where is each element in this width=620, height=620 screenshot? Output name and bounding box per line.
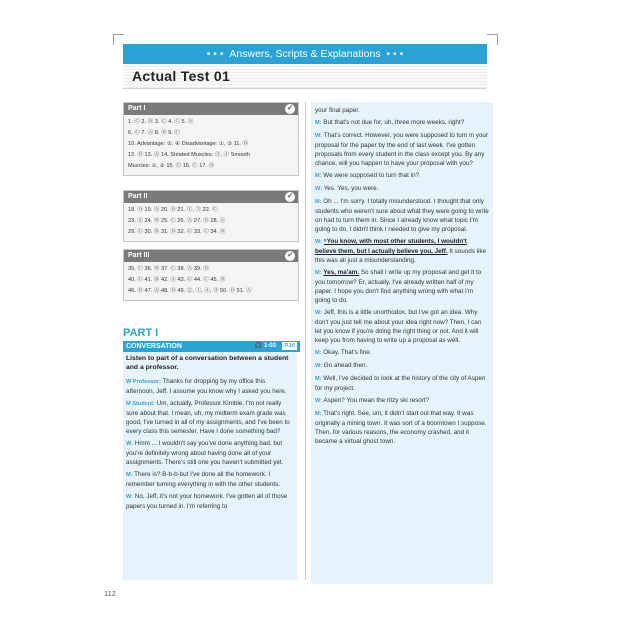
crop-mark [487, 34, 498, 45]
section-banner [123, 44, 487, 64]
paragraph-text: We were supposed to turn that in? [323, 172, 420, 179]
conversation-bar [123, 341, 300, 352]
speaker-label: M: [126, 472, 133, 478]
answer-line: 10. Advantage: ②, ④ Disadvantage: ①, ③ 11. Ⓑ [128, 141, 249, 147]
paragraph-text: Go ahead then. [323, 362, 368, 369]
conversation-label: CONVERSATION [126, 343, 182, 350]
title-bar [123, 64, 487, 89]
script-paragraph [315, 237, 489, 265]
speaker-label: M: [315, 350, 322, 356]
check-icon: ✔ [285, 104, 295, 114]
paragraph-text: Um, actually, Professor Kimble, I'm not really sure about that. I mean, uh, my midterm exam grade was good, I've turned in all of my assignments, and I've been to every class this semester. Have I done something bad? [126, 400, 290, 435]
speaker-label: W: [315, 363, 323, 369]
paragraph-text: Thanks for dropping by my office this afternoon, Jeff. I assume you know why I asked you here. [126, 378, 287, 395]
speaker-label: W: [315, 239, 323, 245]
speaker-label: W: [315, 133, 323, 139]
answer-box-header [124, 103, 298, 115]
answer-box-part-1 [123, 102, 299, 176]
answer-line: 6. Ⓒ 7. Ⓐ 8. Ⓓ 9. Ⓒ [128, 130, 180, 136]
page-number: 112 [104, 589, 116, 598]
answer-box-header [124, 191, 298, 203]
speaker-label: W: [126, 494, 134, 500]
speaker-label: M: [315, 173, 322, 179]
paragraph-text: your final paper. [315, 107, 360, 114]
speaker-label: W: [315, 398, 323, 404]
script-paragraph [315, 118, 489, 128]
speaker-label: M Student: [126, 401, 155, 407]
script-intro: Listen to part of a conversation between a student and a professor. [126, 355, 289, 371]
audio-track [255, 341, 276, 352]
page-reference: P.10 [284, 343, 295, 349]
script-paragraph [126, 439, 294, 467]
speaker-label: W: [126, 441, 134, 447]
script-paragraph [315, 268, 489, 305]
script-paragraph [126, 399, 294, 436]
answer-line: 18. Ⓓ 19. Ⓐ 20. Ⓑ 21. ①, ③ 22. Ⓒ [128, 207, 218, 213]
paragraph-text: Yes. Yes, you were. [323, 185, 379, 192]
script-paragraph [315, 361, 489, 371]
paragraph-text: So shall I write up my proposal and get it to you tomorrow? Er, actually, I've already written half of my paper. I hope you don't find anything wrong with what I'm going to do. [315, 269, 482, 304]
speaker-label: M: [315, 411, 322, 417]
column-divider [305, 102, 306, 580]
banner-dots: • • • [380, 48, 404, 60]
paragraph-text: Hmm ... I wouldn't say you've done anything bad, but you're definitely wrong about having done all of your assignments. There's still one you haven't submitted yet. [126, 440, 284, 466]
banner-text: Answers, Scripts & Explanations [229, 48, 381, 60]
script-paragraph [315, 171, 489, 181]
paragraph-text: There is? B-b-b-but I've done all the homework. I remember turning everything in with the other students. [126, 471, 281, 488]
answer-box-label: Part II [128, 193, 148, 200]
script-paragraph [315, 396, 489, 406]
headphones-icon: 🎧 [254, 343, 263, 349]
part-heading: PART I [123, 327, 159, 339]
speaker-label: W Professor: [126, 379, 161, 385]
speaker-label: W: [315, 186, 323, 192]
script-paragraph [315, 308, 489, 345]
paragraph-text: That's right. See, um, it didn't start out that way. It was originally a mining town. It was sort of a boomtown I suppose. Then, for various reasons, the economy crashed, and it became a virtual ghost town. [315, 410, 487, 445]
speaker-label: M: [315, 120, 322, 126]
answer-box-label: Part III [128, 252, 150, 259]
paragraph-text: Well, I've decided to look at the history of the city of Aspen for my project. [315, 375, 486, 392]
speaker-label: M: [315, 376, 322, 382]
track-number: 1-03 [263, 343, 276, 349]
script-paragraph [126, 492, 294, 511]
paragraph-text: Okay. That's fine. [323, 349, 372, 356]
paragraph-text: But that's not due for, uh, three more weeks, right? [323, 119, 465, 126]
paragraph-text: Jeff, this is a little unorthodox, but I've got an idea. Why don't you just tell me about your idea right now? Then, I can let you know if you're doing the right thing or not. And it will keep you from having to write up a proposal as well. [315, 309, 482, 344]
answer-line: 23. Ⓐ 24. Ⓑ 25. Ⓒ 26. Ⓐ 27. Ⓓ 28. Ⓐ [128, 218, 226, 224]
script-paragraph [315, 106, 489, 115]
answer-line: 40. Ⓒ 41. Ⓓ 42. Ⓐ 43. Ⓒ 44. Ⓒ 45. Ⓑ [128, 277, 226, 283]
answer-line: 35. Ⓒ 36. Ⓑ 37. Ⓒ 38. Ⓐ 39. Ⓓ [128, 266, 209, 272]
script-left-column [123, 352, 297, 580]
paragraph-text: It sounds like this was all just a misunderstanding. [315, 248, 487, 264]
banner-dots: • • • [206, 48, 230, 60]
script-paragraph [126, 377, 294, 396]
paragraph-text: No, Jeff, it's not your homework. I've gotten all of those papers you turned in. I'm referring to [126, 493, 288, 510]
script-right-column [311, 102, 493, 584]
check-icon: ✔ [285, 192, 295, 202]
script-paragraph [126, 470, 294, 489]
paragraph-text: Aspen? You mean the ritzy ski resort? [323, 397, 430, 404]
script-paragraph [315, 197, 489, 234]
paragraph-text: Oh ... I'm sorry. I totally misunderstood. I thought that only students who weren't sure about what they were going to write on had to turn them in. Since I already know what topic I'm going to do, I didn't think I needed to give my proposal. [315, 198, 489, 233]
check-icon: ✔ [285, 251, 295, 261]
answer-line: 12. Ⓑ 13. Ⓐ 14. Striated Muscles: ③, ④ Smooth [128, 152, 250, 158]
script-paragraph [315, 409, 489, 446]
speaker-label: M: [315, 270, 322, 276]
answer-box-header [124, 250, 298, 262]
speaker-label: M: [315, 199, 322, 205]
highlighted-answer-text: Yes, ma'am. [323, 269, 360, 276]
script-paragraph [315, 131, 489, 168]
answer-line: 29. Ⓒ 30. Ⓑ 31. Ⓓ 32. Ⓒ 33. Ⓒ 34. Ⓑ [128, 229, 226, 235]
paragraph-text: That's correct. However, you were supposed to turn in your proposal for the paper by the end of last week. I've gotten proposals from every student in the class except you. By any chance, will you happen to have your proposal with you? [315, 132, 488, 167]
script-paragraph [315, 348, 489, 358]
speaker-label: W: [315, 310, 323, 316]
answer-box-part-3 [123, 249, 299, 301]
page-title: Actual Test 01 [132, 68, 231, 84]
answer-line: 1. Ⓒ 2. Ⓑ 3. Ⓒ 4. Ⓒ 5. Ⓐ [128, 119, 194, 125]
answer-line: 46. Ⓑ 47. Ⓐ 48. Ⓓ 49. ②, ①, ④, ③ 50. Ⓓ 51. Ⓐ [128, 288, 252, 294]
script-paragraph [315, 184, 489, 194]
answer-line: Muscles: ①, ② 15. Ⓒ 16. Ⓒ 17. Ⓑ [128, 163, 215, 169]
highlighted-answer-text: ⁵You know, with most other students, I wouldn't believe them, but I actually believe you, Jeff. [315, 238, 467, 255]
script-paragraph [315, 374, 489, 393]
answer-box-label: Part I [128, 105, 146, 112]
answer-box-part-2 [123, 190, 299, 242]
